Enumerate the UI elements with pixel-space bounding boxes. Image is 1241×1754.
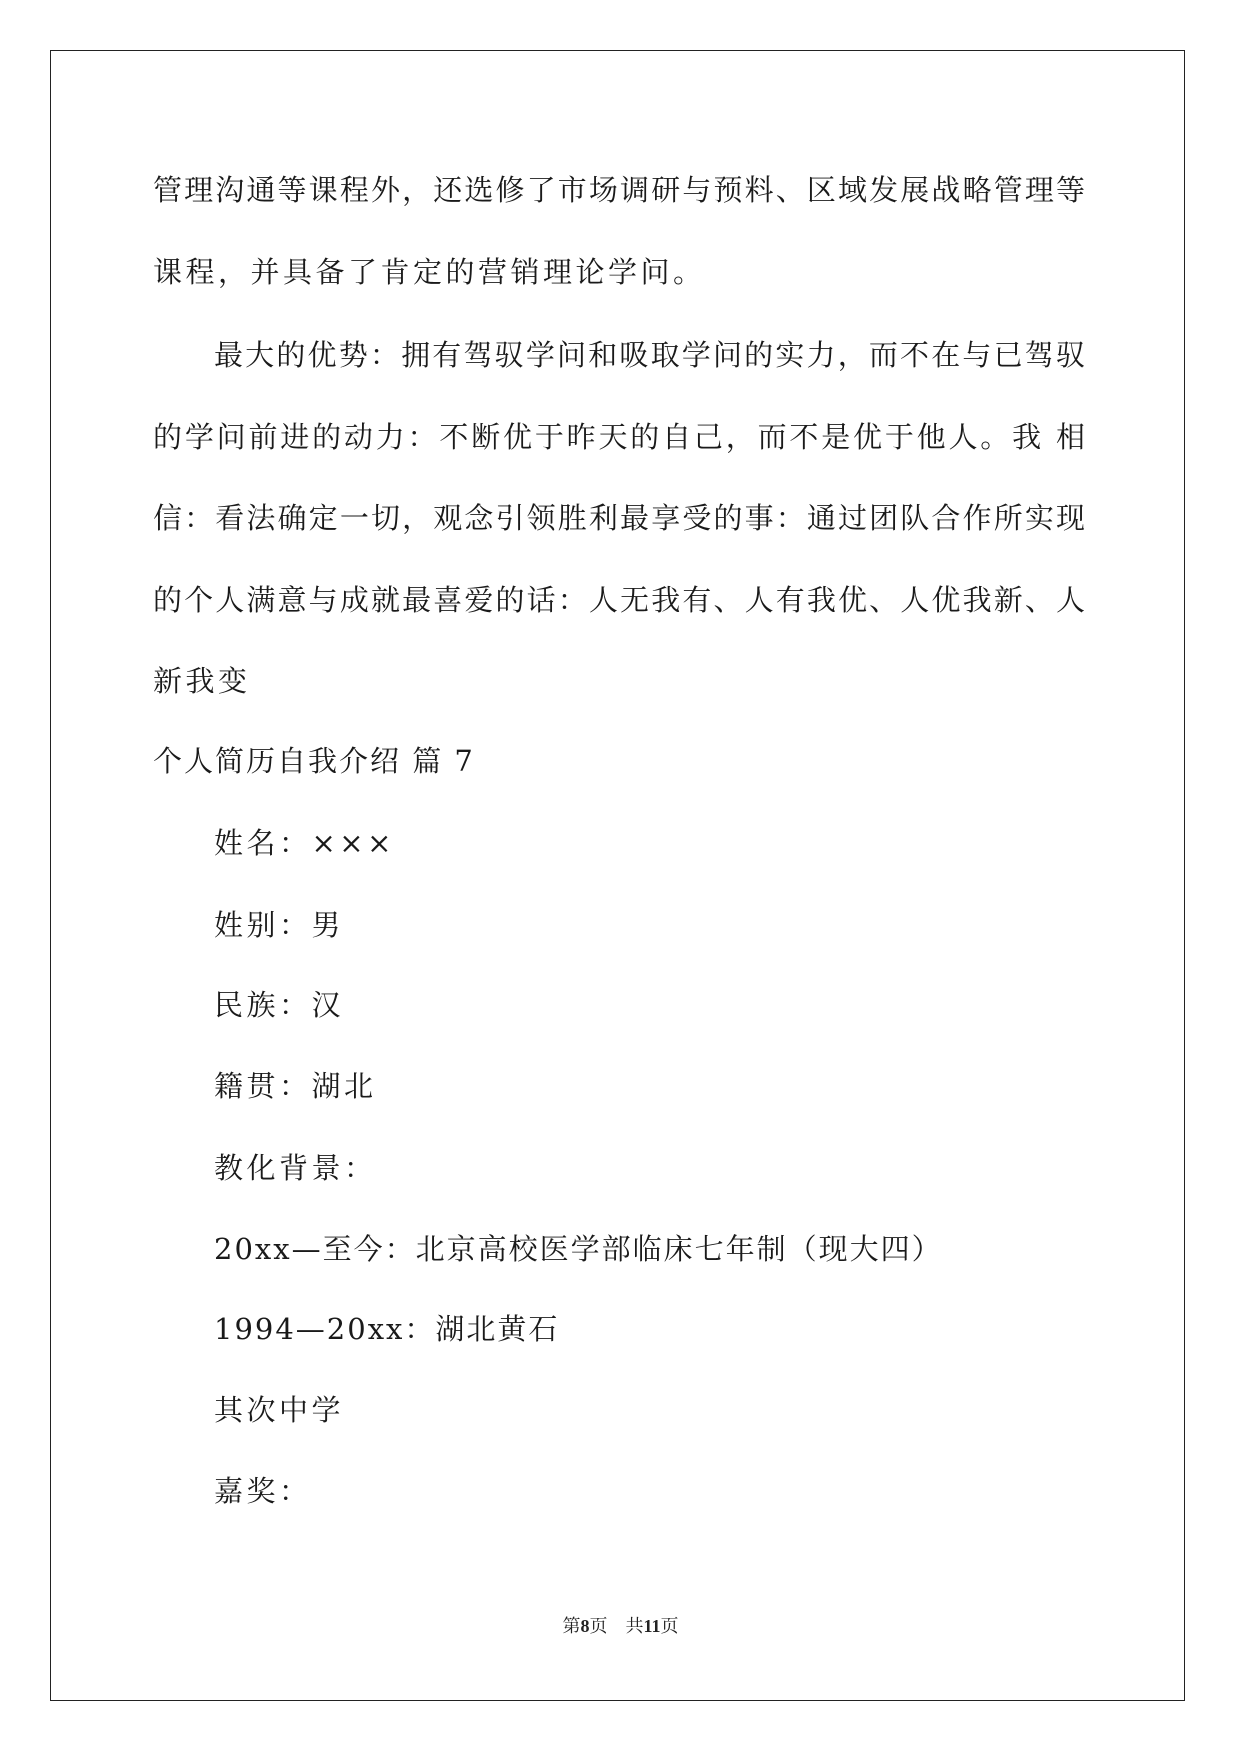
footer-page-current: 8 [580, 1616, 590, 1636]
paragraph-line: 新我变 [153, 664, 251, 698]
field-ethnicity: 民族：汉 [214, 988, 345, 1022]
field-education-1: 20xx—至今：北京高校医学部临床七年制（现大四） [214, 1232, 943, 1266]
page-border [50, 50, 1185, 1701]
field-education-label: 教化背景： [214, 1151, 377, 1185]
footer-mid: 页 共 [589, 1616, 644, 1636]
paragraph-line: 管理沟通等课程外，还选修了市场调研与预料、区域发展战略管理等 [153, 173, 1085, 207]
paragraph-line: 的个人满意与成就最喜爱的话：人无我有、人有我优、人优我新、人 [153, 583, 1085, 617]
paragraph-line: 课程，并具备了肯定的营销理论学问。 [153, 255, 706, 289]
field-education-3: 其次中学 [214, 1393, 345, 1427]
footer-prefix: 第 [562, 1616, 581, 1636]
footer-suffix: 页 [660, 1616, 679, 1636]
section-title: 个人简历自我介绍 篇 7 [153, 744, 475, 778]
paragraph-line: 信：看法确定一切，观念引领胜利最享受的事：通过团队合作所实现 [153, 501, 1085, 535]
field-gender: 姓别：男 [214, 908, 345, 942]
footer-page-total: 11 [643, 1616, 661, 1636]
page-footer [0, 1612, 1241, 1638]
field-name: 姓名：××× [214, 826, 395, 860]
paragraph-line: 最大的优势：拥有驾驭学问和吸取学问的实力，而不在与已驾驭 [214, 338, 1085, 372]
field-education-2: 1994—20xx：湖北黄石 [214, 1312, 560, 1346]
paragraph-line: 的学问前进的动力：不断优于昨天的自己，而不是优于他人。我 相 [153, 420, 1085, 454]
field-hometown: 籍贯：湖北 [214, 1069, 377, 1103]
field-awards-label: 嘉奖： [214, 1474, 312, 1508]
